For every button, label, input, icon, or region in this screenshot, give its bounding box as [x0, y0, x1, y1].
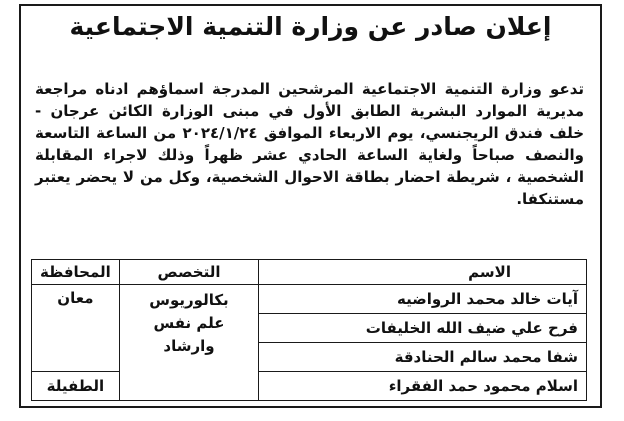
candidate-name: اسلام محمود حمد الفقراء — [259, 372, 587, 401]
table-row — [32, 285, 587, 314]
table-header-row — [32, 260, 587, 285]
candidate-name: فرح علي ضيف الله الخليفات — [259, 314, 587, 343]
specialization-line: بكالوريوس — [149, 291, 229, 309]
specialization-line: وارشاد — [163, 337, 215, 355]
announcement-body: تدعو وزارة التنمية الاجتماعية المرشحين المدرجة اسماؤهم ادناه مراجعة مديرية الموارد البشرية الطابق الأول في مبنى الوزارة الكائن عرجان - خلف فندق الريجنسي، يوم الاربعاء الموافق ٢٠٢٤/١/٢٤ من الساعة التاسعة والنصف صباحاً ولغاية الساعة الحادي عشر ظهراً وذلك لاجراء المقابلة الشخصية ، شريطة احضار بطاقة الاحوال الشخصية، وكل من لا يحضر يعتبر مستنكفا. — [35, 80, 585, 208]
specialization-cell — [119, 285, 258, 401]
header-specialization: التخصص — [119, 260, 258, 285]
header-governorate: المحافظة — [32, 260, 120, 285]
announcement-notice — [19, 4, 602, 408]
header-name: الاسم — [259, 260, 587, 285]
announcement-title: إعلان صادر عن وزارة التنمية الاجتماعية — [69, 12, 552, 41]
specialization-line: علم نفس — [153, 314, 225, 332]
governorate-cell: الطفيلة — [32, 372, 120, 401]
candidates-table — [31, 259, 587, 401]
governorate-cell: معان — [32, 285, 120, 372]
table-row — [32, 372, 587, 401]
candidate-name: شفا محمد سالم الحنادقة — [259, 343, 587, 372]
candidate-name: آيات خالد محمد الرواضيه — [259, 285, 587, 314]
